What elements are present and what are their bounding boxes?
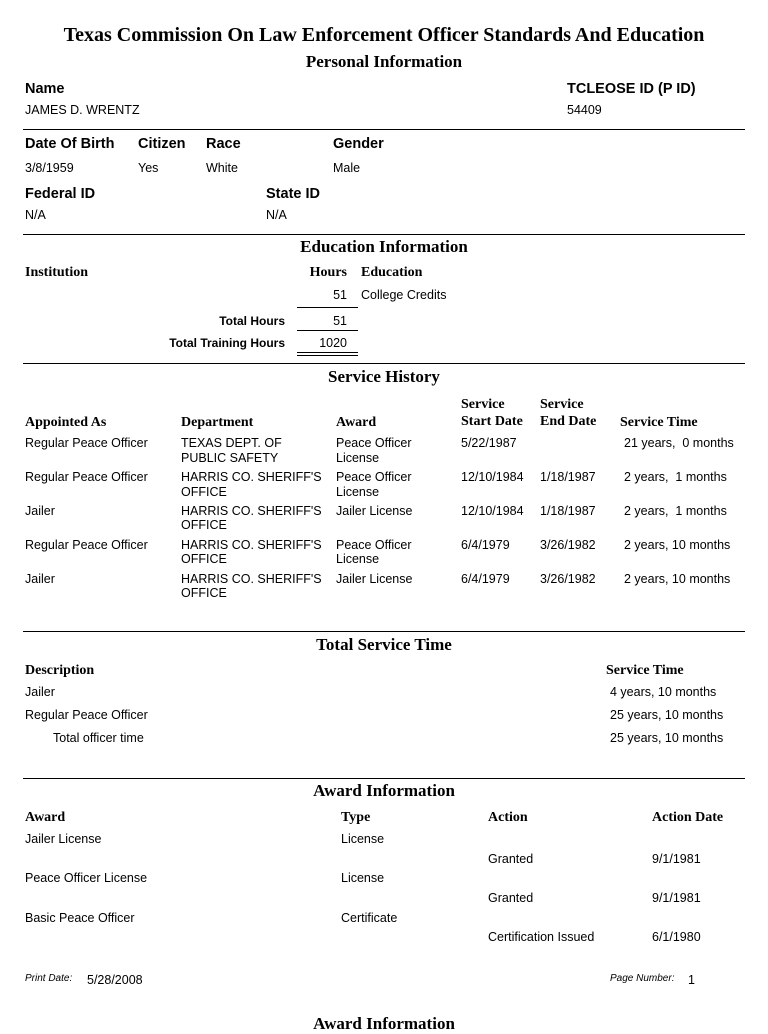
service-time: 2 years, 10 months (624, 572, 731, 586)
action-date-col-header: Action Date (652, 810, 724, 825)
total-time: 25 years, 10 months (610, 708, 724, 722)
award-line1: Peace Officer (336, 470, 412, 484)
award-line2: License (336, 485, 380, 499)
award-type: License (341, 832, 385, 846)
end-date: 1/18/1987 (540, 470, 596, 484)
divider (23, 129, 745, 130)
education-header: Education (361, 265, 423, 280)
award-line1: Jailer License (336, 572, 413, 586)
training-underline-1 (297, 352, 358, 353)
award-line1: Peace Officer (336, 436, 412, 450)
department-line1: HARRIS CO. SHERIFF'S (181, 504, 322, 518)
appointed-as-header: Appointed As (25, 415, 107, 430)
department-line2: OFFICE (181, 485, 227, 499)
divider (23, 631, 745, 632)
department-line2: OFFICE (181, 586, 227, 600)
total-training-hours-label: Total Training Hours (169, 336, 285, 350)
next-page-section-title: Award Information (313, 1014, 455, 1033)
total-hours-label: Total Hours (219, 314, 285, 328)
total-description: Regular Peace Officer (25, 708, 148, 722)
appointed-as: Jailer (25, 572, 55, 586)
total-hours-underline (297, 330, 358, 331)
department-line2: PUBLIC SAFETY (181, 451, 279, 465)
citizen-value: Yes (138, 161, 159, 175)
name-label: Name (25, 81, 65, 97)
institution-header: Institution (25, 265, 89, 280)
award-line2: License (336, 451, 380, 465)
end-date-header-line1: Service (540, 397, 584, 412)
department-line2: OFFICE (181, 552, 227, 566)
dob-value: 3/8/1959 (25, 161, 74, 175)
section-title-award-information: Award Information (313, 781, 455, 800)
service-time: 2 years, 1 months (624, 504, 727, 518)
award-name: Jailer License (25, 832, 102, 846)
divider (23, 363, 745, 364)
department-header: Department (181, 415, 254, 430)
award-line1: Jailer License (336, 504, 413, 518)
end-date: 1/18/1987 (540, 504, 596, 518)
total-officer-time-value: 25 years, 10 months (610, 731, 724, 745)
award-line2: License (336, 552, 380, 566)
hours-header: Hours (309, 265, 347, 280)
federal-id-label: Federal ID (25, 186, 96, 202)
tcleose-id-label: TCLEOSE ID (P ID) (567, 81, 696, 97)
start-date-header-line1: Service (461, 397, 505, 412)
end-date: 3/26/1982 (540, 572, 596, 586)
award-action: Certification Issued (488, 930, 595, 944)
total-description: Jailer (25, 685, 55, 699)
education-type-value: College Credits (361, 288, 447, 302)
appointed-as: Regular Peace Officer (25, 436, 148, 450)
section-title-education: Education Information (300, 237, 468, 256)
citizen-label: Citizen (138, 136, 186, 152)
service-time-header: Service Time (620, 415, 698, 430)
start-date: 6/4/1979 (461, 538, 510, 552)
appointed-as: Regular Peace Officer (25, 538, 148, 552)
award-col-header: Award (25, 810, 66, 825)
race-label: Race (206, 136, 241, 152)
section-title-service-history: Service History (328, 367, 440, 386)
department-line1: TEXAS DEPT. OF (181, 436, 282, 450)
award-line1: Peace Officer (336, 538, 412, 552)
award-action: Granted (488, 852, 534, 866)
award-name: Basic Peace Officer (25, 911, 135, 925)
start-date: 12/10/1984 (461, 504, 524, 518)
start-date: 6/4/1979 (461, 572, 510, 586)
education-hours-value: 51 (333, 288, 347, 302)
name-value: JAMES D. WRENTZ (25, 103, 140, 117)
service-time: 21 years, 0 months (624, 436, 734, 450)
award-action-date: 6/1/1980 (652, 930, 701, 944)
page-number-value: 1 (688, 973, 695, 987)
gender-value: Male (333, 161, 361, 175)
federal-id-value: N/A (25, 208, 46, 222)
document-title: Texas Commission On Law Enforcement Officer Standards And Education (63, 24, 705, 46)
total-officer-time-label: Total officer time (53, 731, 144, 745)
total-training-hours-value: 1020 (319, 336, 347, 350)
tcleose-id-value: 54409 (567, 103, 602, 117)
section-title-total-service: Total Service Time (316, 635, 452, 654)
total-hours-value: 51 (333, 314, 347, 328)
award-type: License (341, 871, 385, 885)
service-time: 2 years, 10 months (624, 538, 731, 552)
race-value: White (206, 161, 238, 175)
section-title-personal: Personal Information (305, 52, 463, 71)
department-line1: HARRIS CO. SHERIFF'S (181, 572, 322, 586)
service-time: 2 years, 1 months (624, 470, 727, 484)
award-type: Certificate (341, 911, 398, 925)
state-id-label: State ID (266, 186, 320, 202)
gender-label: Gender (333, 136, 384, 152)
divider (23, 234, 745, 235)
page-number-label: Page Number: (610, 973, 675, 984)
appointed-as: Regular Peace Officer (25, 470, 148, 484)
department-line2: OFFICE (181, 518, 227, 532)
divider (23, 778, 745, 779)
action-col-header: Action (488, 810, 528, 825)
start-date: 12/10/1984 (461, 470, 524, 484)
hours-underline (297, 307, 358, 308)
state-id-value: N/A (266, 208, 287, 222)
total-time: 4 years, 10 months (610, 685, 717, 699)
award-action-date: 9/1/1981 (652, 891, 701, 905)
award-action: Granted (488, 891, 534, 905)
type-col-header: Type (341, 810, 371, 825)
end-date-header-line2: End Date (540, 414, 597, 429)
department-line1: HARRIS CO. SHERIFF'S (181, 538, 322, 552)
award-header: Award (336, 415, 377, 430)
print-date-value: 5/28/2008 (87, 973, 143, 987)
appointed-as: Jailer (25, 504, 55, 518)
print-date-label: Print Date: (25, 973, 73, 984)
start-date-header-line2: Start Date (461, 414, 523, 429)
dob-label: Date Of Birth (25, 136, 115, 152)
end-date: 3/26/1982 (540, 538, 596, 552)
award-name: Peace Officer License (25, 871, 148, 885)
award-action-date: 9/1/1981 (652, 852, 701, 866)
description-header: Description (25, 663, 95, 678)
training-underline-2 (297, 355, 358, 356)
start-date: 5/22/1987 (461, 436, 517, 450)
total-service-time-header: Service Time (606, 663, 684, 678)
department-line1: HARRIS CO. SHERIFF'S (181, 470, 322, 484)
